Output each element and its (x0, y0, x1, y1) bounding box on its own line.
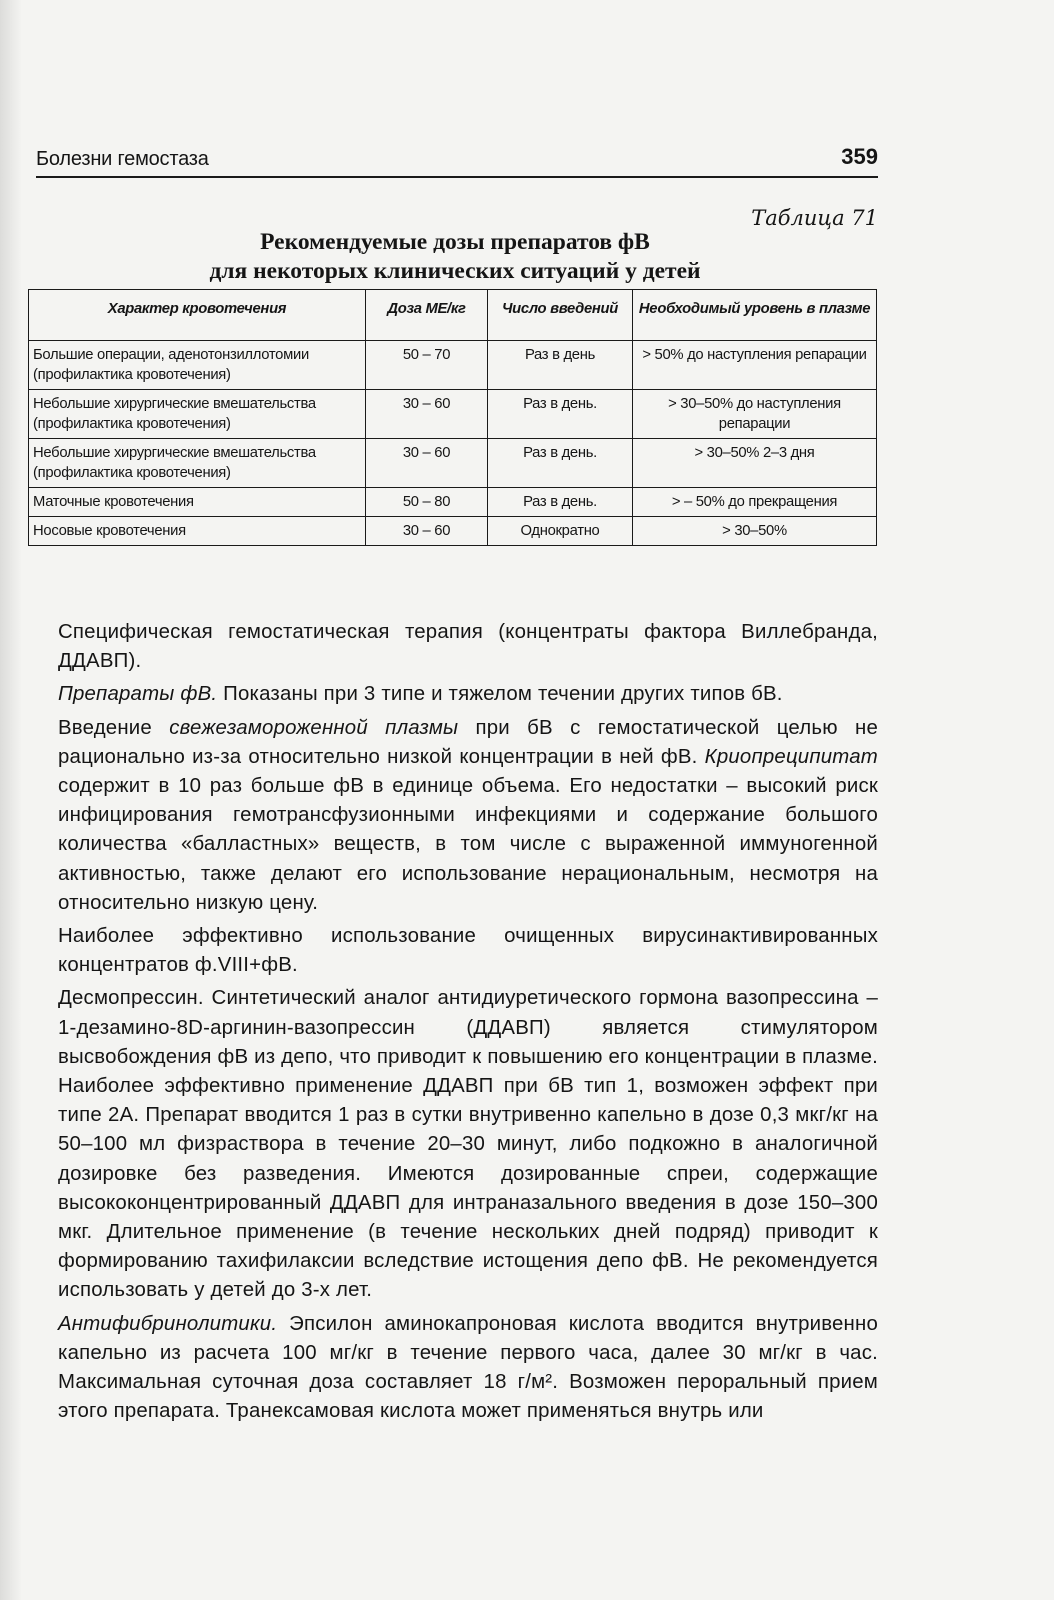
paragraph-desmopressin: Десмопрессин. Синтетический аналог антидиуретического гормона вазопрессина – 1-дезамино-8D-аргинин-вазопрессин (ДДАВП) является стимулятором высвобождения фВ из депо, что приводит к повышению его концентрации в плазме. Наиболее эффективно применение ДДАВП при бВ тип 1, возможен эффект при типе 2А. Препарат вводится 1 раз в сутки внутривенно капельно в дозе 0,3 мкг/кг на 50–100 мл физраствора в течение 20–30 минут, либо подкожно в аналогичной дозировке без разведения. Имеются дозированные спреи, содержащие высококонцентрированный ДДАВП для интраназального введения в дозе 150–300 мкг. Длительное применение (в течение нескольких дней подряд) приводит к формированию тахифилаксии вследствие истощения депо фВ. Не рекомендуется использовать у детей до 3-х лет. (58, 987, 878, 1302)
cell-administrations: Раз в день (488, 341, 633, 390)
running-title: Болезни гемостаза (36, 148, 209, 170)
running-header (36, 144, 878, 178)
table-number: Таблица 71 (751, 206, 878, 230)
column-header-plasma-level: Необходимый уровень в плазме (633, 290, 877, 341)
cell-dose: 30 – 60 (366, 390, 488, 439)
body-text (58, 618, 878, 1430)
cell-plasma-level: > – 50% до прекращения (633, 488, 877, 517)
cell-bleeding-type: Маточные кровотечения (29, 488, 366, 517)
paragraph-plasma: Введение свежезамороженной плазмы при бВ с гемостатической целью не рационально из-за относительно низкой концентрации в ней фВ. Криопреципитат содержит в 10 раз больше фВ в единице объема. Его недостатки – высокий риск инфицирования гемотрансфузионными инфекциями и содержание большого количества «балластных» веществ, в том числе с выраженной иммуногенной активностью, также делают его использование нерациональным, несмотря на относительно низкую цену. (58, 716, 878, 914)
cell-dose: 50 – 80 (366, 488, 488, 517)
paragraph-vwf-preparations: Препараты фВ. Показаны при 3 типе и тяжелом течении других типов бВ. (58, 683, 783, 706)
cell-dose: 50 – 70 (366, 341, 488, 390)
table-row (29, 390, 877, 439)
cell-administrations: Раз в день. (488, 439, 633, 488)
cell-bleeding-type: Небольшие хирургические вмешательства (профилактика кровотечения) (29, 439, 366, 488)
cell-dose: 30 – 60 (366, 439, 488, 488)
table-header-row (29, 290, 877, 341)
table-caption (150, 228, 760, 286)
table-row (29, 341, 877, 390)
cell-plasma-level: > 30–50% (633, 517, 877, 546)
dose-table (28, 289, 877, 546)
page-edge-shadow (0, 0, 22, 1600)
cell-plasma-level: > 30–50% 2–3 дня (633, 439, 877, 488)
cell-bleeding-type: Небольшие хирургические вмешательства (профилактика кровотечения) (29, 390, 366, 439)
table-caption-line-1: Рекомендуемые дозы препаратов фВ (260, 229, 650, 255)
column-header-administrations: Число введений (488, 290, 633, 341)
cell-administrations: Раз в день. (488, 390, 633, 439)
table-row (29, 488, 877, 517)
table-caption-line-2: для некоторых клинических ситуаций у детей (209, 258, 701, 284)
page-number: 359 (841, 144, 878, 169)
term-cryoprecipitate: Криопреципитат (704, 745, 878, 768)
column-header-bleeding-type: Характер кровотечения (29, 290, 366, 341)
cell-administrations: Однократно (488, 517, 633, 546)
cell-bleeding-type: Носовые кровотечения (29, 517, 366, 546)
column-header-dose: Доза МЕ/кг (366, 290, 488, 341)
term-antifibrinolytics: Антифибринолитики. (58, 1312, 278, 1335)
table-row (29, 517, 877, 546)
paragraph-specific-therapy: Специфическая гемостатическая терапия (концентраты фактора Виллебранда, ДДАВП). (58, 621, 878, 673)
paragraph-concentrates: Наиболее эффективно использование очищенных вирусинактивированных концентратов ф.VIII+фВ. (58, 925, 878, 977)
paragraph-antifibrinolytics: Антифибринолитики. Эпсилон аминокапроновая кислота вводится внутривенно капельно из расчета 100 мг/кг в течение первого часа, далее 30 мг/кг в час. Максимальная суточная доза составляет 18 г/м². Возможен пероральный прием этого препарата. Транексамовая кислота может применяться внутрь или (58, 1312, 878, 1423)
term-fresh-frozen-plasma: свежезамороженной плазмы (169, 716, 459, 739)
table-row (29, 439, 877, 488)
cell-plasma-level: > 50% до наступления репарации (633, 341, 877, 390)
cell-dose: 30 – 60 (366, 517, 488, 546)
cell-administrations: Раз в день. (488, 488, 633, 517)
cell-bleeding-type: Большие операции, аденотонзиллотомии (профилактика кровотечения) (29, 341, 366, 390)
cell-plasma-level: > 30–50% до наступления репарации (633, 390, 877, 439)
term-vwf-preparations: Препараты фВ. (58, 683, 218, 706)
